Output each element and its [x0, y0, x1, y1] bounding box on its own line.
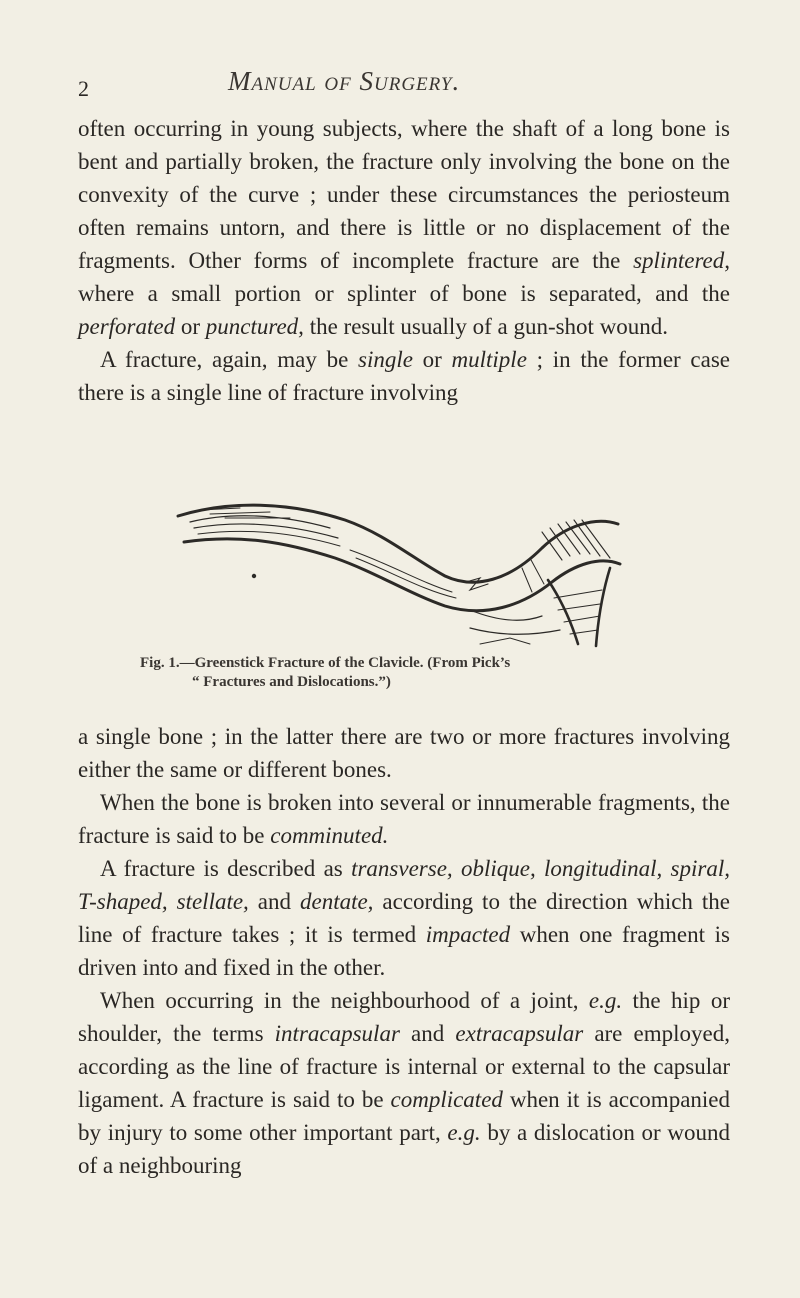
italic-term: e.g. [588, 988, 623, 1013]
italic-term: single [358, 347, 413, 372]
italic-term: intracapsular [274, 1021, 400, 1046]
italic-term: impacted [425, 922, 511, 947]
italic-term: comminuted. [270, 823, 389, 848]
paragraph [78, 852, 730, 984]
paragraph [78, 984, 730, 1182]
running-title: Manual of Surgery. [228, 66, 461, 96]
text-run: and [399, 1021, 456, 1046]
italic-term: punctured, [205, 314, 304, 339]
paragraph [78, 720, 730, 786]
paragraph [78, 112, 730, 343]
text-run: when one fragment is driven into and fixed in the other. [78, 922, 730, 980]
figure-caption-line-1: Fig. 1.—Greenstick Fracture of the Clavicle. (From Pick’s [140, 655, 511, 671]
text-run: and [248, 889, 300, 914]
text-run: when it is accompanied by injury to some other important part, [78, 1087, 731, 1145]
italic-term: complicated [390, 1087, 503, 1112]
italic-term: multiple [451, 347, 527, 372]
text-run: or [175, 314, 206, 339]
italic-term: dentate, [299, 889, 374, 914]
text-run: by a dislocation or wound of a neighbouring [78, 1120, 731, 1178]
text-block-top [78, 112, 730, 409]
text-run: often occurring in young subjects, where the shaft of a long bone is bent and partially broken, the fracture only involving the bone on the convexity of the curve ; under these circumstances the periosteum often remains untorn, and there is little or no displacement of the fragments. Other forms of incomplete fracture are the [78, 116, 730, 273]
paragraph [78, 786, 730, 852]
italic-term: e.g. [447, 1120, 481, 1145]
text-block-bottom [78, 720, 730, 1182]
text-run: ; in the former case there is a single line of fracture involving [78, 347, 730, 405]
italic-term: transverse, oblique, longitudinal, spiral, T-shaped, stellate, [78, 856, 730, 914]
text-run: or [412, 347, 452, 372]
text-run: where a small portion or splinter of bone is separated, and the [78, 281, 730, 306]
text-run: When the bone is broken into several or innumerable fragments, the fracture is said to be [78, 790, 730, 848]
figure-caption [140, 654, 700, 692]
text-run: according to the direction which the line of fracture takes ; it is termed [78, 889, 730, 947]
text-run: the result usually of a gun-shot wound. [303, 314, 669, 339]
italic-term: perforated [78, 314, 176, 339]
italic-term: extracapsular [455, 1021, 584, 1046]
paragraph [78, 343, 730, 409]
clavicle-fracture-illustration [170, 498, 640, 650]
text-run: the hip or shoulder, the terms [78, 988, 730, 1046]
text-run: When occurring in the neighbourhood of a joint, [100, 988, 589, 1013]
figure-caption-line-2: “ Fractures and Dislocations.”) [192, 674, 391, 690]
italic-term: splintered, [633, 248, 730, 273]
text-run: A fracture, again, may be [100, 347, 358, 372]
text-run: are employed, according as the line of fracture is internal or external to the capsular ligament. A fracture is said to be [78, 1021, 730, 1112]
text-run: A fracture is described as [100, 856, 352, 881]
text-run: a single bone ; in the latter there are two or more fractures involving either the same or different bones. [78, 724, 730, 782]
page-number: 2 [78, 76, 89, 101]
